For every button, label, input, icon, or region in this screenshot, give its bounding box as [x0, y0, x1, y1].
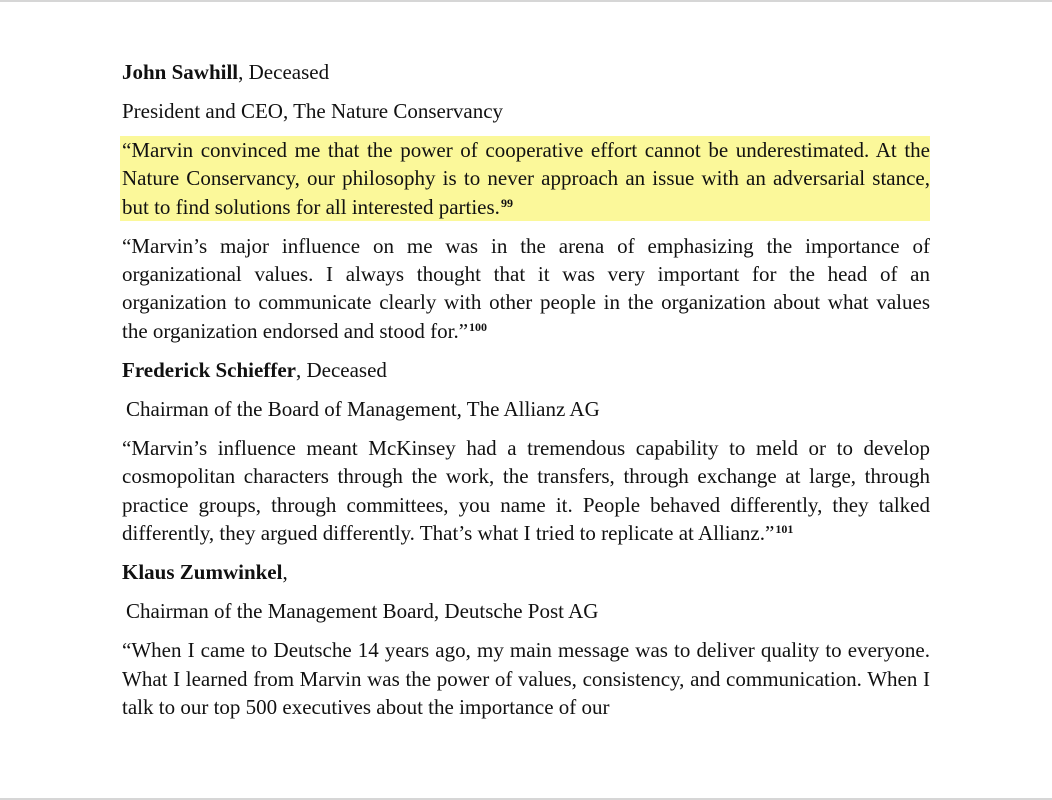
person-name-suffix: , Deceased	[238, 60, 330, 84]
document-page	[122, 58, 930, 732]
quote-text: “When I came to Deutsche 14 years ago, my main message was to deliver quality to everyone. What I learned from Marvin was the power of values, consistency, and communication. When I talk to our top 500 executives about the importance of our	[122, 638, 930, 719]
quote-text: “Marvin’s major influence on me was in the arena of emphasizing the importance of organizational values. I always thought that it was very important for the head of an organization to communicate clearly with other people in the organization about what values the organization endorsed and stood for.”	[122, 233, 930, 343]
person-name-suffix: , Deceased	[295, 358, 387, 383]
person-name-line	[122, 58, 930, 86]
quote-paragraph	[122, 636, 930, 721]
person-name-suffix: ,	[282, 560, 288, 585]
person-name-line	[122, 356, 930, 384]
person-name: John Sawhill	[122, 60, 239, 84]
person-title: Chairman of the Board of Management, The Allianz AG	[126, 397, 600, 422]
quote-text: “Marvin’s influence meant McKinsey had a tremendous capability to meld or to develop cosmopolitan characters through the work, the transfers, through exchange at large, through practice groups, through committees, you name it. People behaved differently, they talked differently, they argued differently. That’s what I tried to replicate at Allianz.”	[122, 436, 930, 545]
quote-paragraph	[122, 434, 930, 547]
quote-paragraph-highlighted	[120, 136, 930, 221]
person-name: Frederick Schieffer	[122, 358, 296, 383]
footnote-ref: 101	[775, 521, 794, 536]
quote-paragraph	[122, 232, 930, 345]
quote-text: “Marvin convinced me that the power of cooperative effort cannot be underestimated. At the Nature Conservancy, our philosophy is to never approach an issue with an adversarial stance, but to find solutions for all interested parties.	[122, 138, 930, 219]
person-name: Klaus Zumwinkel	[122, 560, 283, 585]
person-name-line	[122, 558, 930, 586]
person-title: Chairman of the Management Board, Deutsche Post AG	[126, 599, 599, 624]
person-title: President and CEO, The Nature Conservancy	[122, 99, 504, 123]
footnote-ref: 100	[469, 319, 488, 334]
footnote-ref: 99	[500, 195, 513, 210]
